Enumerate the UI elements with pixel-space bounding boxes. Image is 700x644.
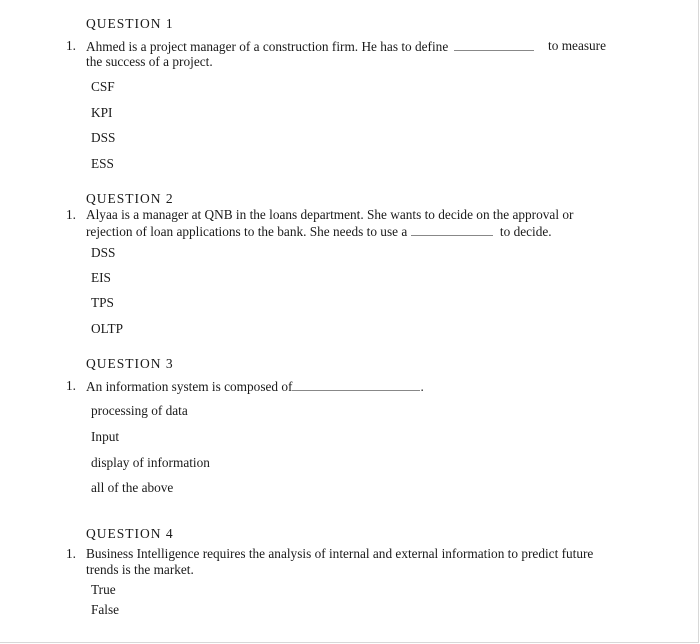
question-2-number: 1. <box>66 207 76 222</box>
question-2-blank[interactable] <box>411 223 493 236</box>
question-3-blank[interactable] <box>292 378 420 391</box>
question-2-option[interactable]: OLTP <box>91 321 124 336</box>
question-3-title: QUESTION 3 <box>86 356 174 371</box>
question-3-text-after: . <box>420 379 424 394</box>
question-4-option[interactable]: True <box>91 582 116 597</box>
question-4-title: QUESTION 4 <box>86 526 174 541</box>
question-1-text-before: Ahmed is a project manager of a construction firm. He has to define <box>86 39 449 54</box>
question-2-option[interactable]: EIS <box>91 270 111 285</box>
question-3-option[interactable]: all of the above <box>91 480 174 495</box>
question-3-option[interactable]: display of information <box>91 455 210 470</box>
question-1-title: QUESTION 1 <box>86 16 174 31</box>
question-1-option[interactable]: ESS <box>91 156 114 171</box>
question-2-option[interactable]: TPS <box>91 295 114 310</box>
question-2-option[interactable]: DSS <box>91 245 116 260</box>
question-3-option[interactable]: processing of data <box>91 403 188 418</box>
question-4-text-line2: trends is the market. <box>86 562 194 577</box>
question-3-text-before: An information system is composed of <box>86 379 293 394</box>
question-4-text-line1: Business Intelligence requires the analysis of internal and external information to predict future <box>86 546 594 561</box>
question-1-option[interactable]: CSF <box>91 79 115 94</box>
question-4-number: 1. <box>66 546 76 561</box>
question-3-option[interactable]: Input <box>91 429 120 444</box>
question-1-option[interactable]: KPI <box>91 105 113 120</box>
question-1-option[interactable]: DSS <box>91 130 116 145</box>
question-3-number: 1. <box>66 378 76 393</box>
question-2-text-before: rejection of loan applications to the bank. She needs to use a <box>86 224 408 239</box>
question-1-text-after: to measure <box>548 38 606 53</box>
question-2-text-line1: Alyaa is a manager at QNB in the loans department. She wants to decide on the approval or <box>86 207 574 222</box>
question-1-number: 1. <box>66 38 76 53</box>
question-2-title: QUESTION 2 <box>86 191 174 206</box>
question-2-text-after: to decide. <box>499 224 552 239</box>
question-1-text-line2: the success of a project. <box>86 54 213 69</box>
question-1-text-line1 <box>86 38 606 55</box>
question-3-text-line1 <box>86 378 424 395</box>
question-4-option[interactable]: False <box>91 602 120 617</box>
question-1-blank[interactable] <box>454 38 534 51</box>
question-2-text-line2 <box>86 223 552 240</box>
